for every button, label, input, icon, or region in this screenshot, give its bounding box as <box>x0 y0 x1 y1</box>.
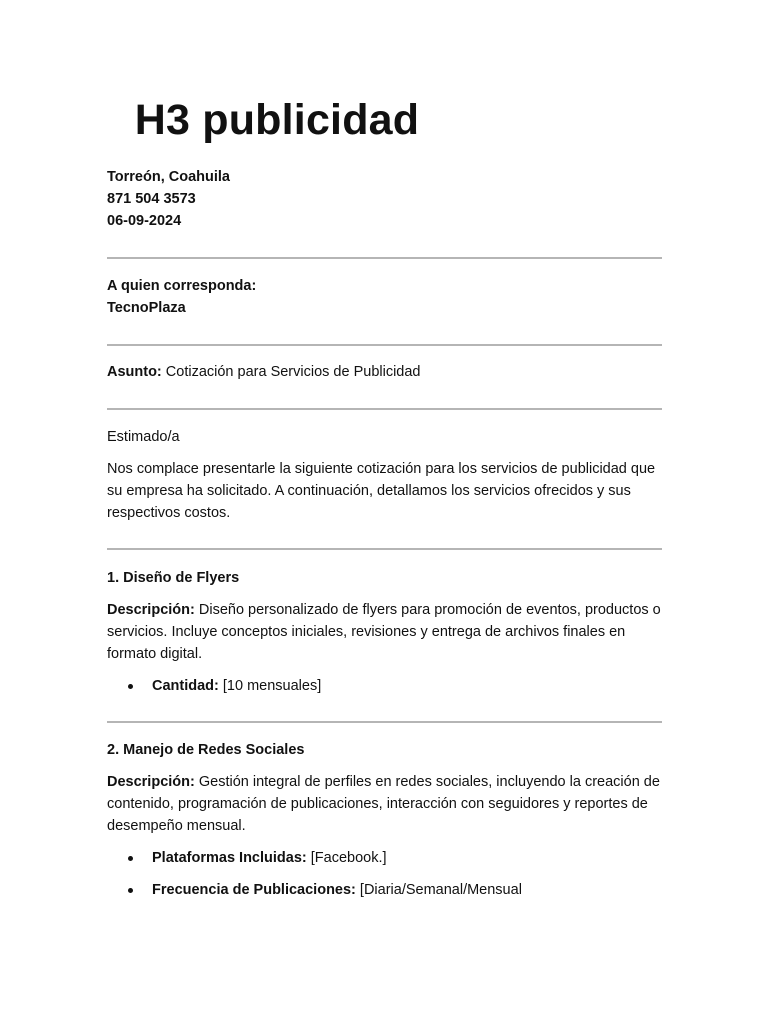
divider <box>107 408 662 410</box>
bullet-dot <box>128 888 133 893</box>
subject-line <box>107 361 662 383</box>
divider <box>107 257 662 259</box>
description-label: Descripción: <box>107 602 195 618</box>
service-section-flyers <box>107 567 662 665</box>
section-description <box>107 771 662 837</box>
section-heading: 2. Manejo de Redes Sociales <box>107 742 305 758</box>
recipient-info <box>107 275 662 319</box>
subject-text: Cotización para Servicios de Publicidad <box>161 364 421 380</box>
subject-label: Asunto: <box>107 364 162 380</box>
sender-info <box>107 166 662 232</box>
list-item-label: Plataformas Incluidas: <box>152 850 307 866</box>
description-text: Gestión integral de perfiles en redes sociales, incluyendo la creación de contenido, programación de publicaciones, interacción con seguidores y reportes de desempeño mensual. <box>107 774 660 834</box>
list-item-label: Cantidad: <box>152 678 219 694</box>
section-heading: 1. Diseño de Flyers <box>107 570 240 586</box>
salutation: Estimado/a <box>107 429 180 445</box>
recipient-greeting: A quien corresponda: <box>107 278 257 294</box>
divider <box>107 721 662 723</box>
list-item <box>152 879 522 901</box>
bullet-dot <box>128 856 133 861</box>
bullet-dot <box>128 684 133 689</box>
divider <box>107 344 662 346</box>
recipient-company: TecnoPlaza <box>107 300 186 316</box>
list-item <box>152 847 387 869</box>
service-section-social-media <box>107 739 662 837</box>
document-title: H3 publicidad <box>134 96 420 144</box>
sender-phone: 871 504 3573 <box>107 191 196 207</box>
list-item-value: [Diaria/Semanal/Mensual <box>355 882 522 898</box>
description-label: Descripción: <box>107 774 195 790</box>
list-item-label: Frecuencia de Publicaciones: <box>152 882 356 898</box>
list-item-value: [Facebook.] <box>306 850 387 866</box>
letter-date: 06-09-2024 <box>107 213 182 229</box>
list-item-value: [10 mensuales] <box>218 678 322 694</box>
sender-city: Torreón, Coahuila <box>107 169 230 185</box>
list-item <box>152 675 321 697</box>
divider <box>107 548 662 550</box>
intro-section <box>107 426 662 524</box>
description-text: Diseño personalizado de flyers para promoción de eventos, productos o servicios. Incluye conceptos iniciales, revisiones y entrega de archivos finales en formato digital. <box>107 602 661 662</box>
intro-paragraph: Nos complace presentarle la siguiente cotización para los servicios de publicidad que su empresa ha solicitado. A continuación, detallamos los servicios ofrecidos y sus respectivos costos. <box>107 461 656 521</box>
section-description <box>107 599 662 665</box>
